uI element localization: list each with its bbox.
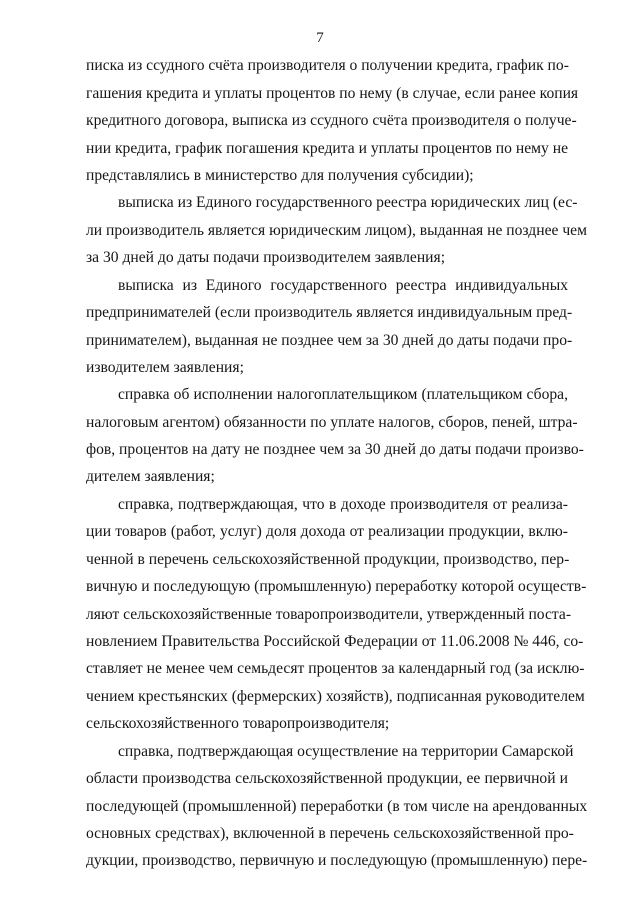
text-line: последующей (промышленной) переработки (в том числе на арендованных [86,798,588,815]
page-number: 7 [316,30,324,46]
text-line: выписка из Единого государственного реестра юридических лиц (ес- [118,194,578,211]
text-line: сельскохозяйственного товаропроизводителя; [86,715,390,732]
text-line: ченной в перечень сельскохозяйственной продукции, производство, пер- [86,551,570,568]
text-line: выписка из Единого государственного реестра индивидуальных [118,277,568,294]
text-line: области производства сельскохозяйственной продукции, ее первичной и [86,770,568,787]
text-line: дителем заявления; [86,468,215,485]
text-line: справка, подтверждающая осуществление на территории Самарской [118,743,574,760]
text-line: писка из ссудного счёта производителя о получении кредита, график по- [86,57,569,74]
text-line: ляют сельскохозяйственные товаропроизводители, утвержденный поста- [86,606,572,623]
text-line: изводителем заявления; [86,359,244,376]
text-line: справка об исполнении налогоплательщиком (плательщиком сбора, [118,386,568,403]
text-line: дукции, производство, первичную и последующую (промышленную) пере- [86,852,588,869]
text-line: кредитного договора, выписка из ссудного счёта производителя о получе- [86,112,577,129]
text-line: новлением Правительства Российской Федерации от 11.06.2008 № 446, со- [86,633,584,650]
text-line: налоговым агентом) обязанности по уплате налогов, сборов, пеней, штра- [86,414,578,431]
text-line: гашения кредита и уплаты процентов по нему (в случае, если ранее копия [86,85,579,102]
text-line: справка, подтверждающая, что в доходе производителя от реализа- [118,496,568,513]
text-line: ции товаров (работ, услуг) доля дохода от реализации продукции, вклю- [86,523,568,540]
text-line: принимателем), выданная не позднее чем за 30 дней до даты подачи про- [86,332,573,349]
text-line: нии кредита, график погашения кредита и уплаты процентов по нему не [86,140,568,157]
text-line: чением крестьянских (фермерских) хозяйств), подписанная руководителем [86,688,585,705]
text-line: ли производитель является юридическим лицом), выданная не позднее чем [86,222,587,239]
text-line: фов, процентов на дату не позднее чем за 30 дней до даты подачи произво- [86,441,584,458]
text-line: основных средствах), включенной в перечень сельскохозяйственной про- [86,825,574,842]
text-line: за 30 дней до даты подачи производителем заявления; [86,249,446,266]
text-line: представлялись в министерство для получения субсидии); [86,167,474,184]
text-line: ставляет не менее чем семьдесят процентов за календарный год (за исклю- [86,660,585,677]
text-line: вичную и последующую (промышленную) переработку которой осуществ- [86,578,587,595]
text-line: предпринимателей (если производитель является индивидуальным пред- [86,304,573,321]
